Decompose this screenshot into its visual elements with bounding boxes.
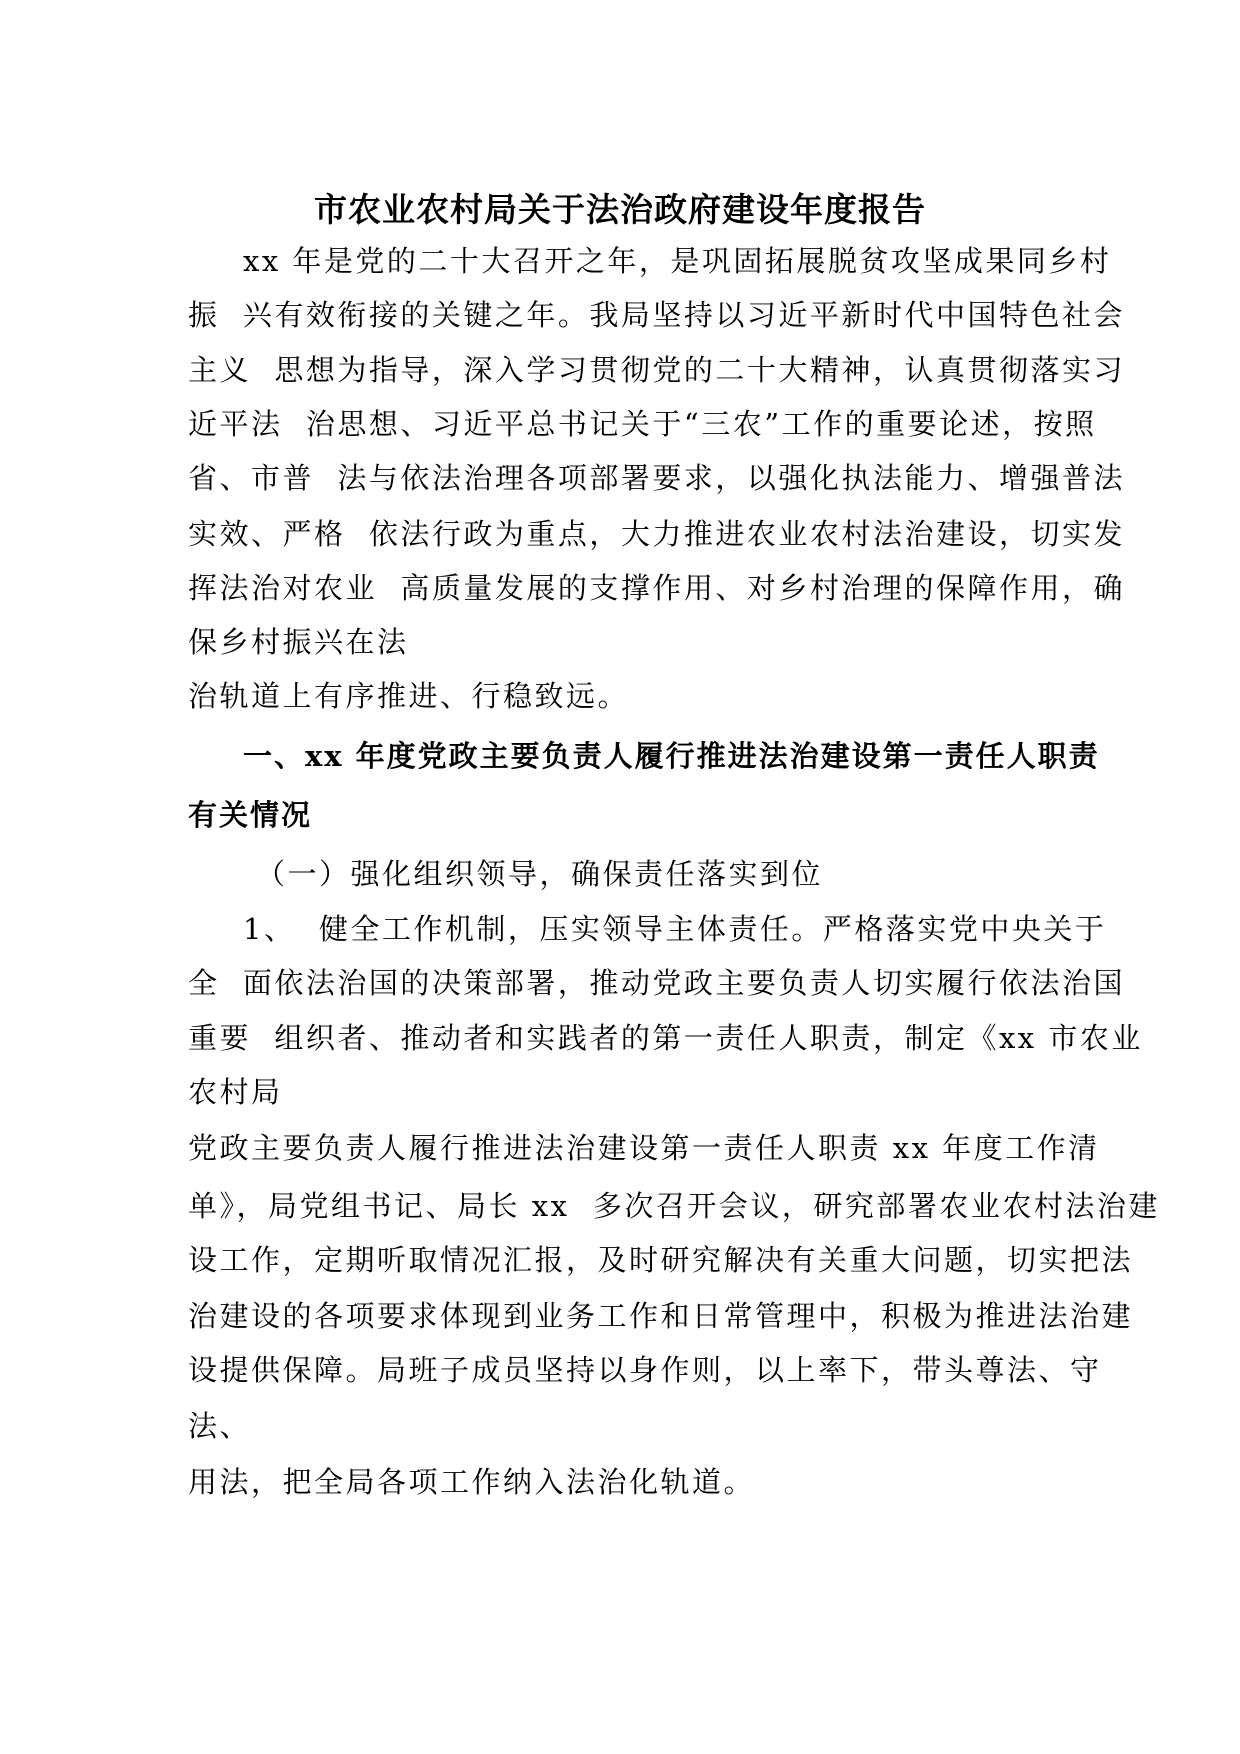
paragraph-line: 单》，局党组书记、局长 xx 多次召开会议，研究部署农业农村法治建 — [188, 1189, 1160, 1223]
section-heading: 一、xx 年度党政主要负责人履行推进法治建设第一责任人职责 — [243, 739, 1100, 773]
paragraph-line: 治轨道上有序推进、行稳致远。 — [188, 679, 630, 713]
paragraph-line: 全 面依法治国的决策部署，推动党政主要负责人切实履行依法治国 — [188, 966, 1125, 1000]
paragraph-line: 农村局 — [188, 1075, 283, 1109]
paragraph-line: 主义 思想为指导，深入学习贯彻党的二十大精神，认真贯彻落实习 — [188, 353, 1125, 387]
paragraph-line: 挥法治对农业 高质量发展的支撑作用、对乡村治理的保障作用，确 — [188, 571, 1125, 605]
paragraph-line: 振 兴有效衔接的关键之年。我局坚持以习近平新时代中国特色社会 — [188, 298, 1125, 332]
document-title: 市农业农村局关于法治政府建设年度报告 — [314, 190, 926, 229]
paragraph-line: 保乡村振兴在法 — [188, 625, 409, 659]
paragraph-line: 党政主要负责人履行推进法治建设第一责任人职责 xx 年度工作清 — [188, 1131, 1100, 1165]
paragraph-line: 省、市普 法与依法治理各项部署要求，以强化执法能力、增强普法 — [188, 461, 1125, 495]
paragraph-line: 实效、严格 依法行政为重点，大力推进农业农村法治建设，切实发 — [188, 517, 1125, 551]
section-heading-continued: 有关情况 — [188, 798, 313, 832]
paragraph-line: 设提供保障。局班子成员坚持以身作则，以上率下，带头尊法、守 — [188, 1353, 1102, 1387]
paragraph-line: 设工作，定期听取情况汇报，及时研究解决有关重大问题，切实把法 — [188, 1243, 1134, 1277]
paragraph-line: 治建设的各项要求体现到业务工作和日常管理中，积极为推进法治建 — [188, 1299, 1134, 1333]
paragraph-line: 用法，把全局各项工作纳入法治化轨道。 — [188, 1465, 756, 1499]
paragraph-line: 近平法 治思想、习近平总书记关于“三农”工作的重要论述，按照 — [188, 407, 1097, 441]
paragraph-line: 重要 组织者、推动者和实践者的第一责任人职责，制定《xx 市农业 — [188, 1021, 1143, 1055]
subsection-heading: （一）强化组织领导，确保责任落实到位 — [256, 857, 824, 891]
paragraph-line: xx 年是党的二十大召开之年，是巩固拓展脱贫攻坚成果同乡村 — [243, 244, 1112, 278]
paragraph-line: 法、 — [188, 1409, 252, 1443]
paragraph-line: 1、 健全工作机制，压实领导主体责任。严格落实党中央关于 — [243, 912, 1107, 946]
